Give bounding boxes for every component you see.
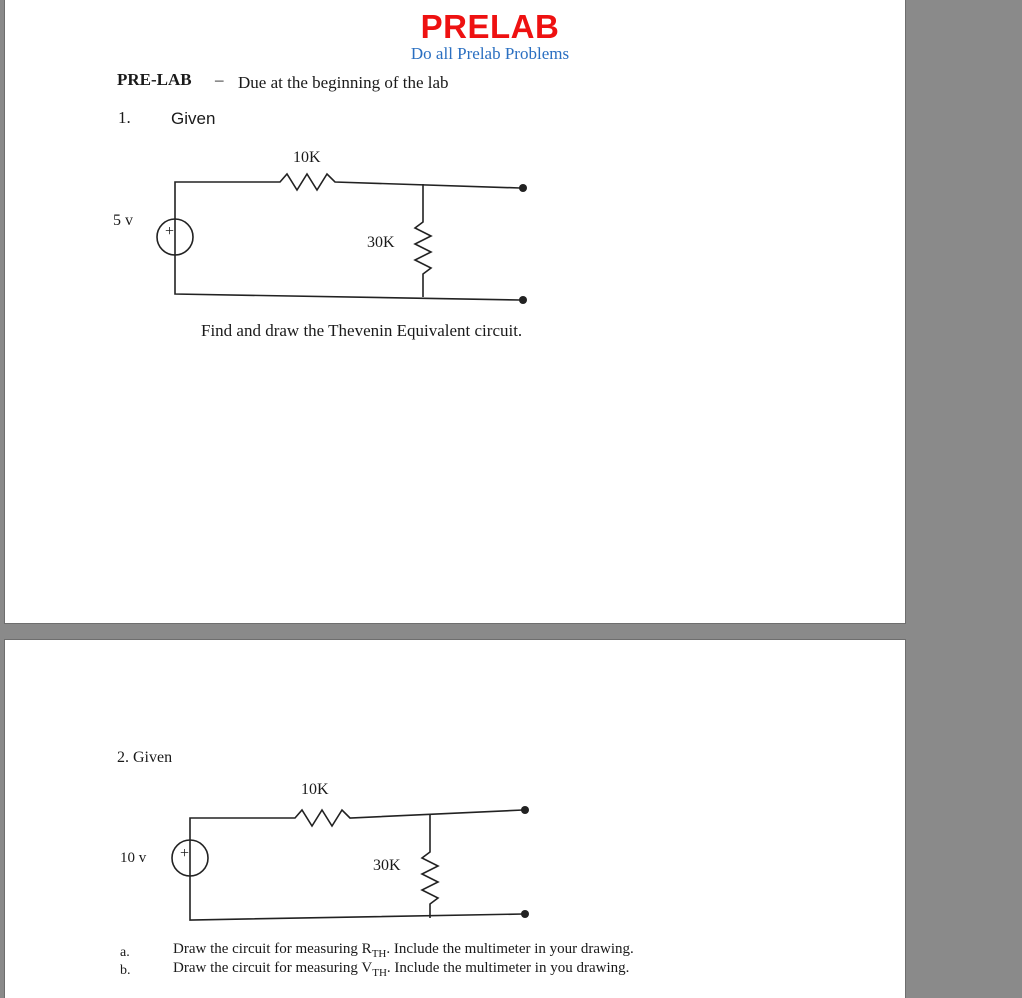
- document-page-1: [5, 0, 905, 623]
- problem1-instruction: Find and draw the Thevenin Equivalent circuit.: [201, 321, 523, 340]
- part-a-letter: a.: [120, 945, 130, 960]
- problem1-top-wire-with-10k-resistor: [175, 174, 520, 220]
- problem1-given: Given: [171, 109, 216, 128]
- problem1-terminal-a: [519, 184, 527, 192]
- problem2-30k-resistor: [422, 814, 438, 918]
- problem2-10k-label: 10K: [301, 781, 329, 798]
- problem1-30k-resistor: [415, 184, 431, 297]
- problem2-top-wire-with-10k-resistor: [190, 810, 523, 840]
- problem2-heading: 2. Given: [117, 749, 173, 766]
- problem2-circuit-diagram: [155, 770, 555, 940]
- problem2-bottom-wire: [190, 876, 523, 920]
- problem2-source-label: 10 v: [120, 850, 147, 866]
- part-b-letter: b.: [120, 963, 131, 978]
- problem1-30k-label: 30K: [367, 234, 395, 251]
- problem1-source-plus: +: [165, 223, 175, 240]
- problem1-source-label: 5 v: [113, 212, 133, 229]
- part-b-text: Draw the circuit for measuring $V_{TH}$. Include the multimeter in you drawing.: [173, 960, 630, 979]
- problem2-source-plus: +: [180, 845, 190, 862]
- prelab-dash: –: [215, 70, 224, 89]
- page-subtitle: Do all Prelab Problems: [410, 44, 570, 63]
- problem2-terminal-a: [521, 806, 529, 814]
- problem1-terminal-b: [519, 296, 527, 304]
- problem1-circuit-diagram: [145, 140, 545, 310]
- page-title: PRELAB: [420, 8, 560, 45]
- prelab-label: PRE-LAB: [117, 70, 192, 89]
- prelab-due-text: Due at the beginning of the lab: [238, 73, 449, 92]
- problem1-bottom-wire: [175, 255, 520, 300]
- problem2-30k-label: 30K: [373, 857, 401, 874]
- problem2-terminal-b: [521, 910, 529, 918]
- document-page-2: [5, 640, 905, 998]
- problem1-10k-label: 10K: [293, 149, 321, 166]
- part-a-text: Draw the circuit for measuring $R_{TH}$. Include the multimeter in your drawing.: [173, 941, 634, 960]
- problem1-number: 1.: [118, 108, 131, 127]
